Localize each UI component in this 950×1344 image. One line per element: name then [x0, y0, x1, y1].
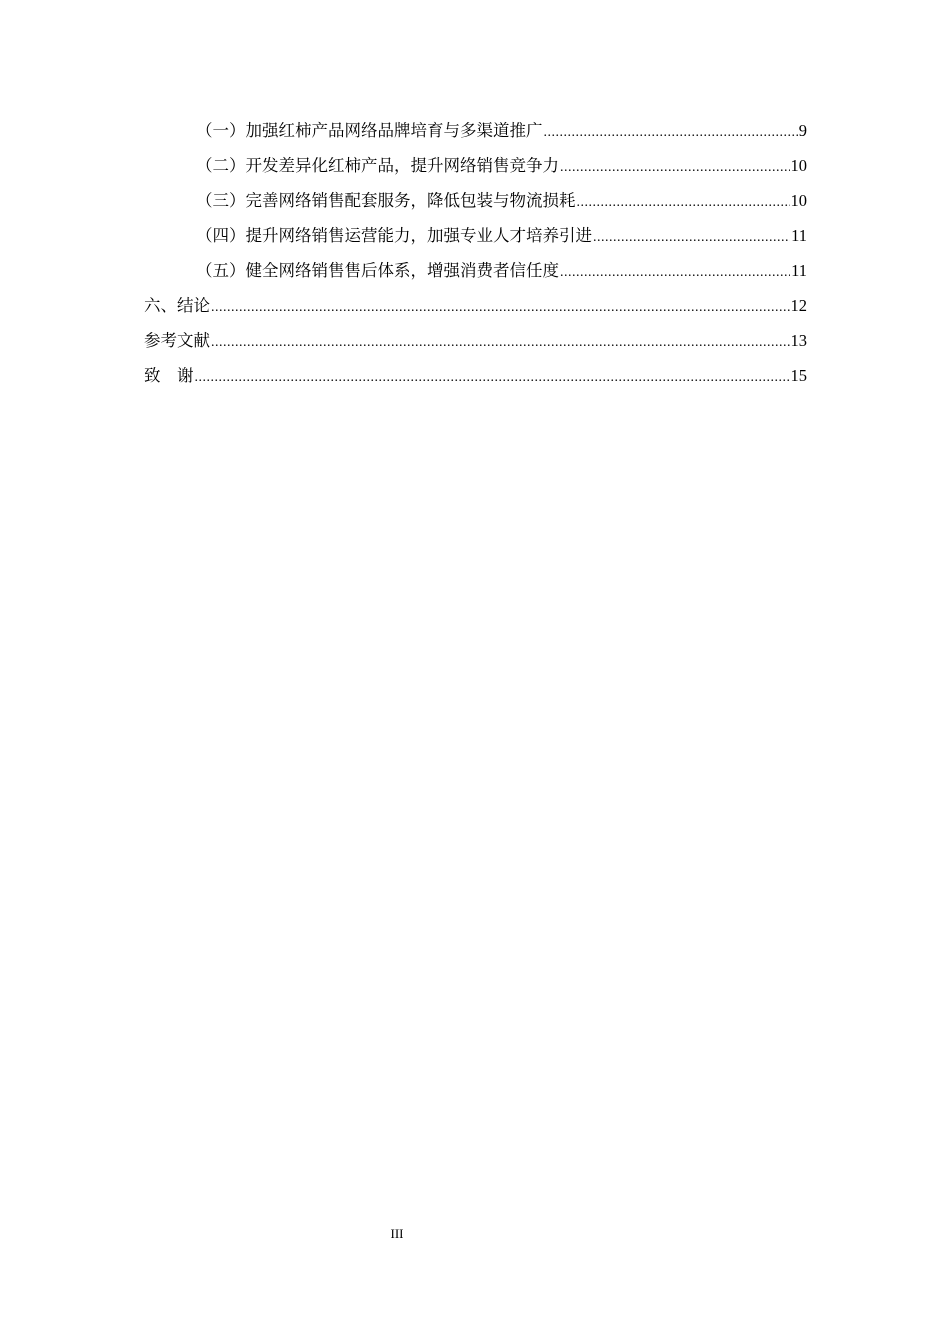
toc-dot-leader: [211, 293, 790, 323]
toc-dot-leader: [211, 328, 790, 358]
toc-entry[interactable]: [144, 113, 807, 148]
toc-entry[interactable]: [144, 253, 807, 288]
toc-dot-leader: [560, 153, 790, 183]
toc-entry-title: 六、结论: [144, 296, 210, 315]
toc-entry-title: （三）完善网络销售配套服务，降低包装与物流损耗: [196, 191, 576, 210]
toc-dot-leader: [577, 188, 790, 218]
toc-entry-title: （五）健全网络销售售后体系，增强消费者信任度: [196, 261, 559, 280]
toc-entry-page: 11: [791, 261, 807, 280]
toc-dot-leader: [544, 118, 798, 148]
toc-entry[interactable]: [144, 323, 807, 358]
toc-entry[interactable]: [144, 218, 807, 253]
toc-entry-page: 9: [798, 121, 807, 140]
toc-entry[interactable]: [144, 288, 807, 323]
toc-entry-page: 12: [790, 296, 807, 315]
toc-entry-title: （二）开发差异化红柿产品，提升网络销售竞争力: [196, 156, 559, 175]
toc-entry-page: 10: [790, 156, 807, 175]
toc-dot-leader: [195, 363, 790, 393]
toc-entry-title: 参考文献: [144, 331, 210, 350]
table-of-contents: [144, 113, 807, 393]
toc-entry-page: 13: [790, 331, 807, 350]
page-footer: [0, 1224, 794, 1244]
toc-entry-page: 15: [790, 366, 807, 385]
page-number: III: [390, 1226, 404, 1241]
toc-entry-title: （四）提升网络销售运营能力，加强专业人才培养引进: [196, 226, 592, 245]
toc-entry[interactable]: [144, 183, 807, 218]
toc-entry[interactable]: [144, 148, 807, 183]
toc-entry[interactable]: [144, 358, 807, 393]
toc-dot-leader: [560, 258, 790, 288]
toc-entry-page: 11: [791, 226, 807, 245]
toc-entry-title: （一）加强红柿产品网络品牌培育与多渠道推广: [196, 121, 543, 140]
toc-entry-title: 致 谢: [144, 366, 194, 385]
toc-dot-leader: [593, 223, 790, 253]
toc-entry-page: 10: [790, 191, 807, 210]
